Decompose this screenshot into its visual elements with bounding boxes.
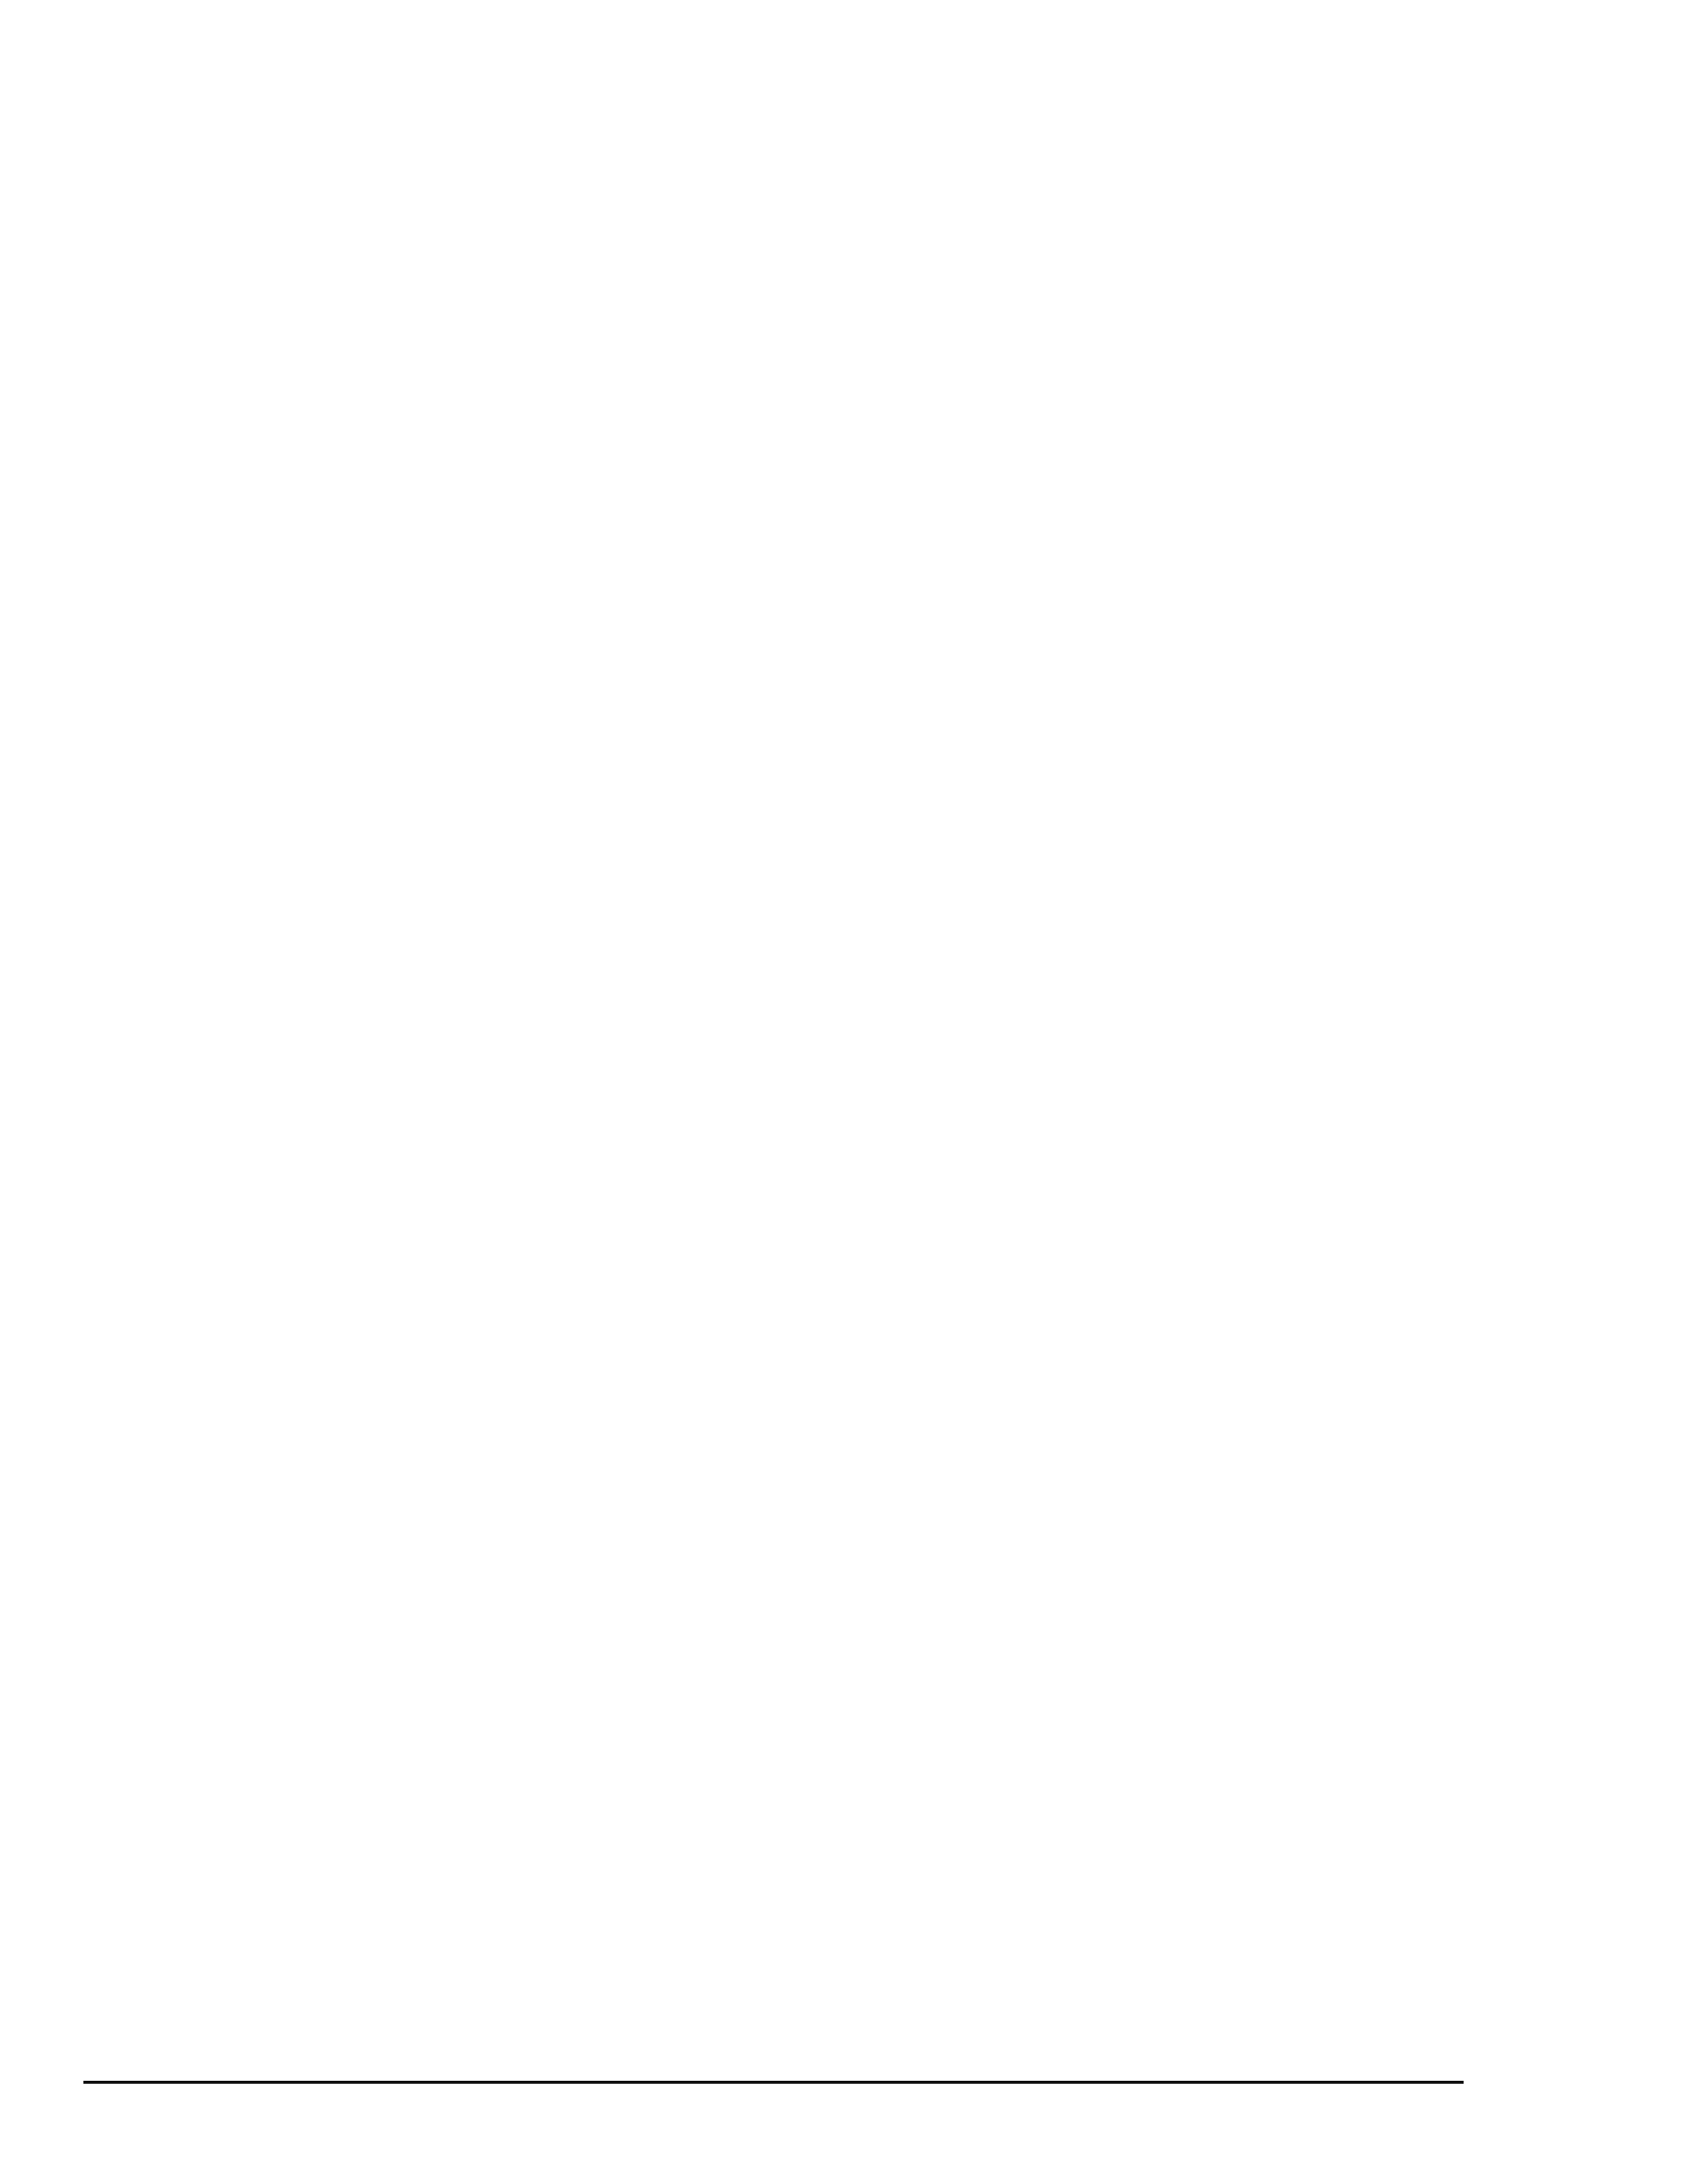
footer-rule bbox=[83, 2081, 1464, 2084]
